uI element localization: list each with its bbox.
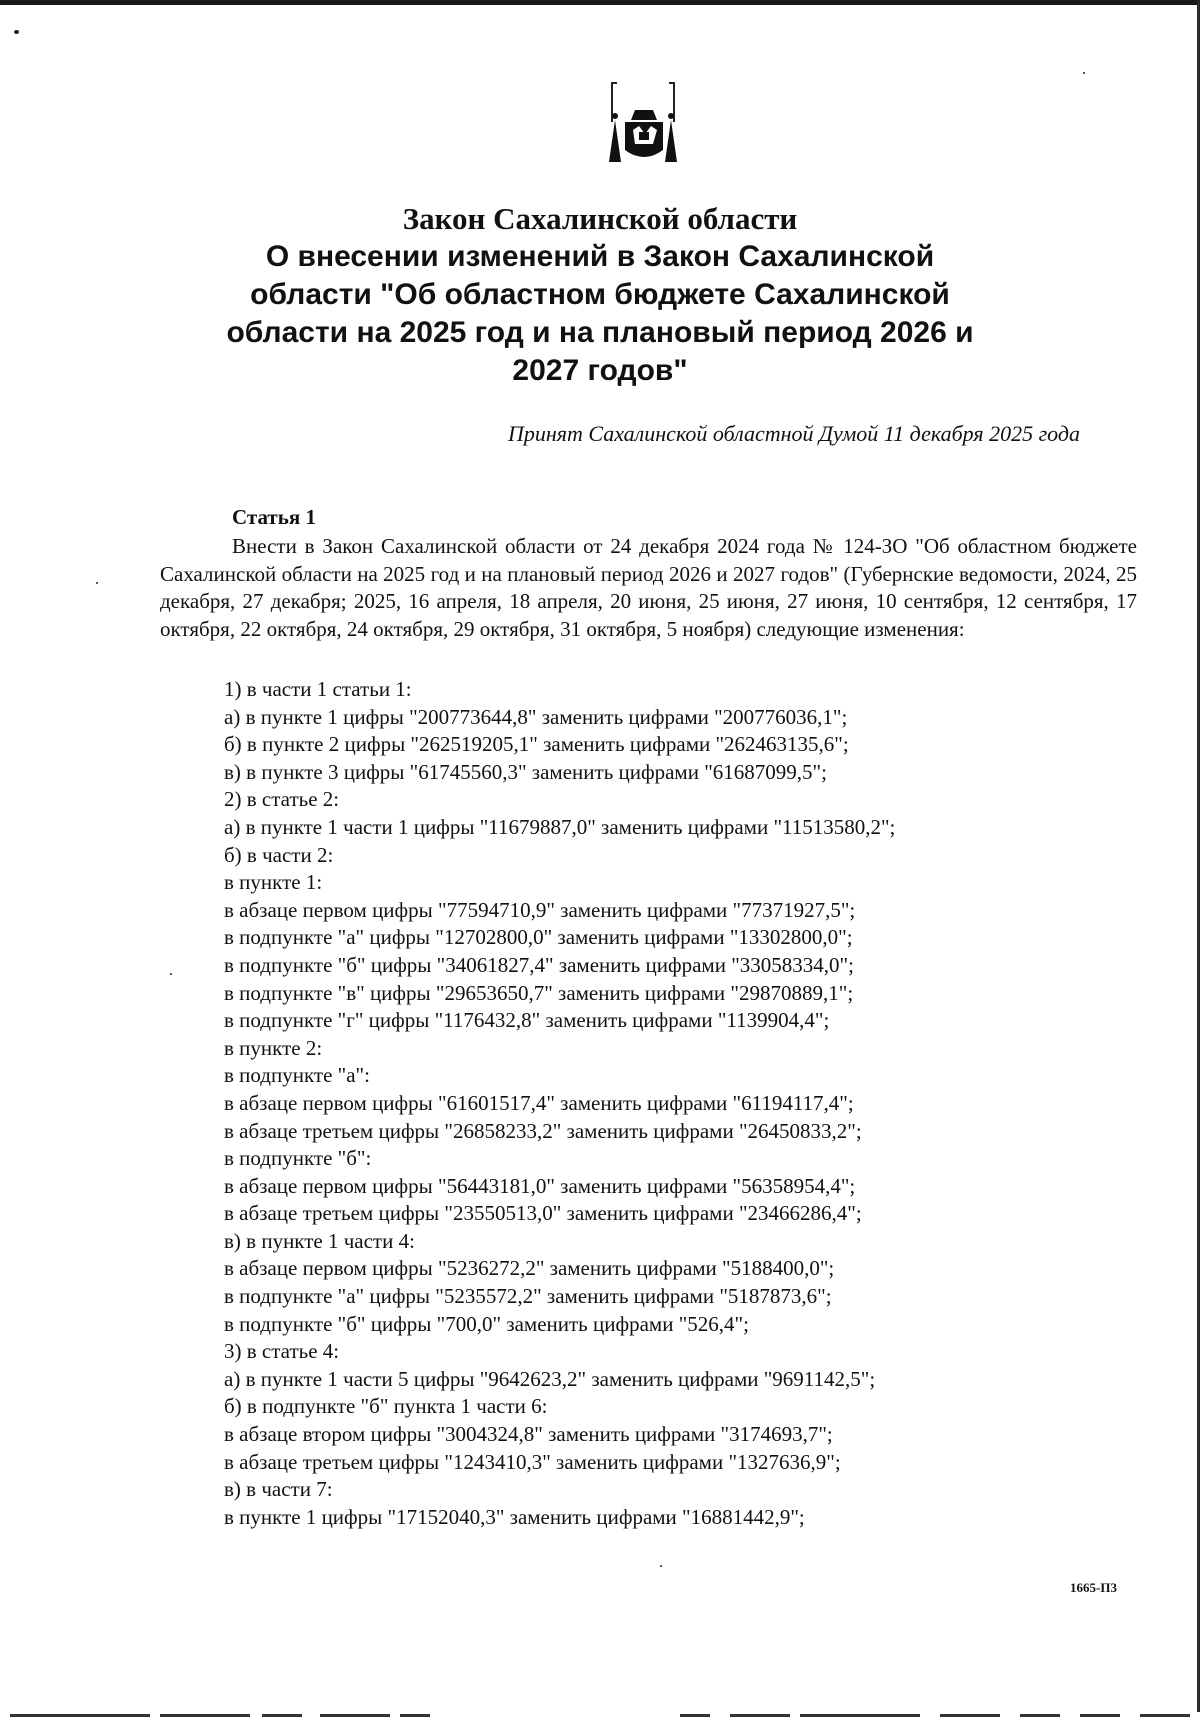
amendment-item: в абзаце первом цифры "77594710,9" заменить цифрами "77371927,5";: [224, 897, 856, 922]
amendment-item: в пункте 1 цифры "17152040,3" заменить цифрами "16881442,9";: [224, 1504, 805, 1529]
amendment-item: в абзаце третьем цифры "23550513,0" заменить цифрами "23466286,4";: [224, 1201, 862, 1226]
amendment-item: в пункте 1:: [224, 870, 323, 895]
amendment-item: в) в части 7:: [224, 1477, 333, 1502]
amendment-item: 1) в части 1 статьи 1:: [224, 677, 412, 701]
scan-speck: [96, 582, 98, 584]
amendment-item: в абзаце первом цифры "5236272,2" заменить цифрами "5188400,0";: [224, 1256, 835, 1281]
amendment-item: 2) в статье 2:: [224, 787, 340, 812]
scan-speck: [1083, 72, 1085, 74]
amendment-item: а) в пункте 1 части 1 цифры "11679887,0" заменить цифрами "11513580,2";: [224, 814, 896, 839]
amendment-item: в подпункте "а" цифры "12702800,0" заменить цифрами "13302800,0";: [224, 925, 853, 950]
amendment-item: б) в подпункте "б" пункта 1 части 6:: [224, 1394, 548, 1419]
title-line: области "Об областном бюджете Сахалинской: [250, 278, 950, 311]
amendment-item: в абзаце третьем цифры "26858233,2" заменить цифрами "26450833,2";: [224, 1118, 862, 1143]
amendment-item: в) в пункте 1 части 4:: [224, 1228, 415, 1253]
amendment-item: в абзаце третьем цифры "1243410,3" заменить цифрами "1327636,9";: [224, 1449, 841, 1474]
amendment-item: в подпункте "а" цифры "5235572,2" заменить цифрами "5187873,6";: [224, 1284, 832, 1309]
amendment-item: в подпункте "в" цифры "29653650,7" заменить цифрами "29870889,1";: [224, 980, 854, 1005]
title-line: 2027 годов": [512, 354, 688, 387]
amendment-item: 3) в статье 4:: [224, 1339, 340, 1364]
amendment-item: в) в пункте 3 цифры "61745560,3" заменить цифрами "61687099,5";: [224, 759, 827, 784]
amendment-item: в подпункте "а":: [224, 1063, 370, 1088]
adoption-note: Принят Сахалинской областной Думой 11 декабря 2025 года: [507, 421, 1080, 446]
amendment-item: в подпункте "б" цифры "700,0" заменить цифрами "526,4";: [224, 1311, 749, 1336]
document-code: 1665-П3: [1070, 1580, 1117, 1595]
amendment-item: в абзаце первом цифры "56443181,0" заменить цифрами "56358954,4";: [224, 1173, 856, 1198]
scan-speck: [170, 973, 172, 975]
amendment-item: в подпункте "б":: [224, 1146, 372, 1171]
amendment-item: б) в части 2:: [224, 842, 334, 867]
amendment-item: б) в пункте 2 цифры "262519205,1" заменить цифрами "262463135,6";: [224, 732, 849, 757]
title-law-name: Закон Сахалинской области: [402, 201, 798, 236]
article-intro: Внести в Закон Сахалинской области от 24 декабря 2024 года № 124-ЗО "Об областном бюджете Сахалинской области на 2025 год и на плановый период 2026 и 2027 годов" (Губернские ведомости, 2024, 25 декабря, 27 декабря; 2025, 16 апреля, 18 апреля, 20 июня, 25 июня, 27 июня, 10 сентября, 12 сентября, 17 октября, 22 октября, 24 октября, 29 октября, 31 октября, 5 ноября) следующие изменения:: [160, 534, 1137, 641]
scan-edge-top: [0, 0, 1200, 5]
document-title: [150, 200, 1050, 390]
scan-speck: [14, 30, 19, 34]
amendment-item: в абзаце втором цифры "3004324,8" заменить цифрами "3174693,7";: [224, 1422, 833, 1447]
amendment-item: в абзаце первом цифры "61601517,4" заменить цифрами "61194117,4";: [224, 1090, 854, 1115]
coat-of-arms-emblem: [605, 80, 685, 165]
amendment-item: в пункте 2:: [224, 1035, 323, 1060]
scan-speck: [660, 1565, 662, 1567]
amendment-item: а) в пункте 1 цифры "200773644,8" заменить цифрами "200776036,1";: [224, 704, 848, 729]
title-line: О внесении изменений в Закон Сахалинской: [265, 240, 935, 273]
amendment-item: в подпункте "г" цифры "1176432,8" заменить цифрами "1139904,4";: [224, 1008, 830, 1033]
amendment-list: [224, 676, 1124, 1531]
amendment-item: в подпункте "б" цифры "34061827,4" заменить цифрами "33058334,0";: [224, 952, 854, 977]
title-line: области на 2025 год и на плановый период 2026 и: [226, 316, 974, 349]
amendment-item: а) в пункте 1 части 5 цифры "9642623,2" заменить цифрами "9691142,5";: [224, 1366, 876, 1391]
scan-edge-bottom: [0, 1712, 1200, 1724]
article-heading: Статья 1: [232, 505, 316, 529]
